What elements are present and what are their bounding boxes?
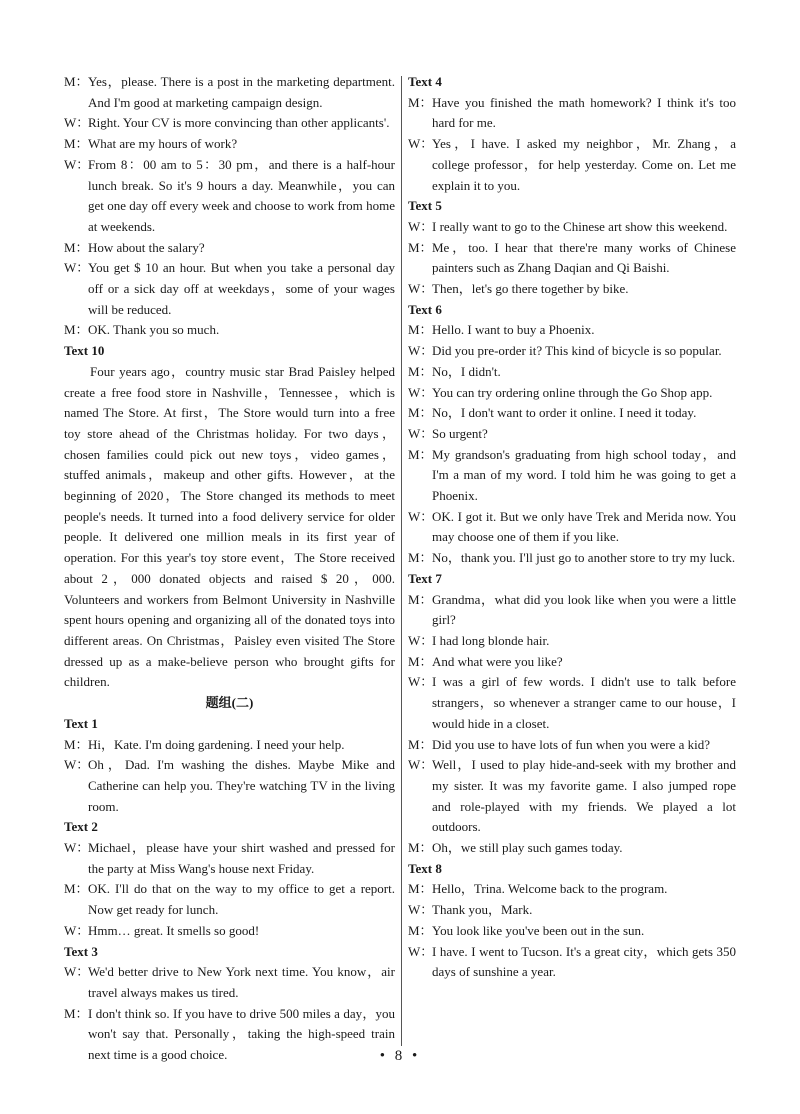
speaker-label: M： xyxy=(408,922,433,938)
dialogue-text: So urgent? xyxy=(432,425,488,441)
dialogue-text: Michael，please have your shirt washed and pressed for the party at Miss Wang's house next Friday. xyxy=(88,840,395,876)
dialogue-text: And what were you like? xyxy=(432,653,563,669)
text-heading: Text 8 xyxy=(408,860,442,876)
dialogue-text: Thank you，Mark. xyxy=(432,902,533,918)
dialogue-line xyxy=(64,320,395,341)
dialogue-line xyxy=(408,424,736,445)
speaker-label: W： xyxy=(64,115,90,131)
text-heading: Text 10 xyxy=(64,343,105,359)
dialogue-text: Did you use to have lots of fun when you were a kid? xyxy=(432,736,710,752)
dialogue-text: Yes，I have. I asked my neighbor，Mr. Zhang，a college professor，for help yesterday. Come on. Let me explain it to you. xyxy=(432,136,736,193)
dialogue-line xyxy=(408,652,736,673)
dialogue-text: I have. I went to Tucson. It's a great city，which gets 350 days of sunshine a year. xyxy=(432,943,736,980)
dialogue-line xyxy=(408,548,736,569)
speaker-label: M： xyxy=(408,94,433,110)
dialogue-line xyxy=(64,962,395,1003)
dialogue-text: OK. Thank you so much. xyxy=(88,322,220,338)
dialogue-text: From 8：00 am to 5：30 pm，and there is a half-hour lunch break. So it's 9 hours a day. Meanwhile，you can get one day off every week and choose to work from home at weekends. xyxy=(88,156,395,234)
column-divider xyxy=(401,76,402,1046)
speaker-label: M： xyxy=(64,136,89,152)
dialogue-line xyxy=(408,238,736,279)
speaker-label: M： xyxy=(64,1005,89,1021)
speaker-label: W： xyxy=(64,757,90,773)
dialogue-text: Me，too. I hear that there're many works of Chinese painters such as Zhang Daqian and Qi Baishi. xyxy=(432,239,736,276)
speaker-label: M： xyxy=(408,881,433,897)
speaker-label: M： xyxy=(408,239,433,255)
speaker-label: M： xyxy=(64,736,89,752)
dialogue-line xyxy=(408,755,736,838)
dialogue-line xyxy=(408,838,736,859)
speaker-label: W： xyxy=(64,260,90,276)
dialogue-line xyxy=(408,590,736,631)
dialogue-text: I don't think so. If you have to drive 500 miles a day，you won't say that. Personally，taking the high-speed train next time is a good choice. xyxy=(88,1005,395,1063)
dialogue-line xyxy=(64,258,395,320)
page-number: • 8 • xyxy=(379,1048,421,1064)
section-title: 题组(二) xyxy=(205,695,254,711)
speaker-label: M： xyxy=(64,322,89,338)
dialogue-line xyxy=(408,217,736,238)
dialogue-line xyxy=(408,921,736,942)
dialogue-text: Oh，we still play such games today. xyxy=(432,840,623,856)
speaker-label: M： xyxy=(408,405,433,421)
speaker-label: M： xyxy=(408,363,433,379)
dialogue-line xyxy=(408,900,736,921)
dialogue-line xyxy=(408,735,736,756)
text-heading: Text 7 xyxy=(408,570,442,586)
dialogue-text: Oh，Dad. I'm washing the dishes. Maybe Mike and Catherine can help you. They're watching TV in the living room. xyxy=(88,757,395,814)
speaker-label: W： xyxy=(408,281,434,297)
speaker-label: W： xyxy=(408,136,434,152)
speaker-label: W： xyxy=(408,757,434,773)
text-heading: Text 1 xyxy=(64,715,98,731)
dialogue-text: I was a girl of few words. I didn't use to talk before strangers，so whenever a stranger came to our house，I would hide in a closet. xyxy=(432,674,736,731)
right-column xyxy=(408,72,736,983)
speaker-label: W： xyxy=(64,840,90,856)
text-heading: Text 3 xyxy=(64,943,98,959)
dialogue-line xyxy=(408,672,736,734)
dialogue-text: Then，let's go there together by bike. xyxy=(432,281,629,297)
dialogue-line xyxy=(408,507,736,548)
speaker-label: W： xyxy=(408,218,434,234)
speaker-label: M： xyxy=(64,239,89,255)
dialogue-line xyxy=(408,942,736,983)
dialogue-line xyxy=(64,838,395,879)
speaker-label: W： xyxy=(408,384,434,400)
dialogue-line xyxy=(64,113,395,134)
speaker-label: W： xyxy=(408,674,434,690)
speaker-label: M： xyxy=(408,446,433,462)
dialogue-line xyxy=(408,445,736,507)
dialogue-line xyxy=(64,134,395,155)
dialogue-line xyxy=(408,134,736,196)
dialogue-text: You look like you've been out in the sun. xyxy=(432,922,645,938)
dialogue-line xyxy=(64,879,395,920)
speaker-label: M： xyxy=(408,322,433,338)
text-heading: Text 5 xyxy=(408,198,442,214)
dialogue-text: OK. I got it. But we only have Trek and Merida now. You may choose one of them if you like. xyxy=(432,508,736,545)
dialogue-text: We'd better drive to New York next time. You know，air travel always makes us tired. xyxy=(88,964,395,1000)
speaker-label: W： xyxy=(408,902,434,918)
speaker-label: M： xyxy=(408,591,433,607)
speaker-label: W： xyxy=(64,156,90,172)
speaker-label: W： xyxy=(408,632,434,648)
dialogue-line xyxy=(64,755,395,817)
text-heading: Text 6 xyxy=(408,301,442,317)
speaker-label: W： xyxy=(408,343,434,359)
dialogue-text: Yes，please. There is a post in the marketing department. And I'm good at marketing campaign design. xyxy=(88,74,395,110)
dialogue-text: I had long blonde hair. xyxy=(432,632,550,648)
dialogue-line xyxy=(408,383,736,404)
dialogue-text: Well，I used to play hide-and-seek with my brother and my sister. It was my favorite game. I also jumped rope and role-played with my friends. We played a lot outdoors. xyxy=(432,757,736,835)
dialogue-line xyxy=(64,72,395,113)
dialogue-text: OK. I'll do that on the way to my office to get a report. Now get ready for lunch. xyxy=(88,881,395,918)
dialogue-text: Hi，Kate. I'm doing gardening. I need your help. xyxy=(88,736,345,752)
dialogue-line xyxy=(408,631,736,652)
dialogue-text: No，thank you. I'll just go to another store to try my luck. xyxy=(432,550,736,566)
dialogue-text: Did you pre-order it? This kind of bicycle is so popular. xyxy=(432,343,722,359)
dialogue-text: Have you finished the math homework? I think it's too hard for me. xyxy=(432,94,736,131)
speaker-label: W： xyxy=(408,943,434,959)
dialogue-text: Hello. I want to buy a Phoenix. xyxy=(432,322,595,338)
dialogue-text: Grandma，what did you look like when you were a little girl? xyxy=(432,591,736,628)
text-heading: Text 2 xyxy=(64,819,98,835)
text-heading: Text 4 xyxy=(408,74,442,89)
left-column xyxy=(64,72,395,1066)
dialogue-line xyxy=(408,879,736,900)
speaker-label: M： xyxy=(408,736,433,752)
dialogue-line xyxy=(408,279,736,300)
dialogue-text: How about the salary? xyxy=(88,239,205,255)
dialogue-text: No，I don't want to order it online. I need it today. xyxy=(432,405,697,421)
dialogue-text: You get $ 10 an hour. But when you take a personal day off or a sick day off at weekdays，some of your wages will be reduced. xyxy=(88,260,395,317)
dialogue-text: Hello，Trina. Welcome back to the program. xyxy=(432,881,668,897)
speaker-label: M： xyxy=(408,550,433,566)
dialogue-text: I really want to go to the Chinese art show this weekend. xyxy=(432,218,728,234)
speaker-label: M： xyxy=(64,74,89,89)
dialogue-line xyxy=(64,238,395,259)
dialogue-line xyxy=(408,320,736,341)
speaker-label: M： xyxy=(64,881,89,897)
dialogue-text: What are my hours of work? xyxy=(88,136,238,152)
dialogue-text: Right. Your CV is more convincing than other applicants'. xyxy=(88,115,390,131)
speaker-label: W： xyxy=(64,922,90,938)
speaker-label: W： xyxy=(408,425,434,441)
dialogue-line xyxy=(64,921,395,942)
dialogue-text: My grandson's graduating from high school today，and I'm a man of my word. I told him he was going to get a Phoenix. xyxy=(432,446,736,504)
dialogue-line xyxy=(408,341,736,362)
dialogue-line xyxy=(64,735,395,756)
dialogue-text: Hmm… great. It smells so good! xyxy=(88,922,260,938)
dialogue-line xyxy=(408,403,736,424)
passage-paragraph: Four years ago，country music star Brad Paisley helped create a free food store in Nashville，Tennessee，which is named The Store. At first，The Store would turn into a free toy store ahead of the Christmas holiday. For two days，chosen families could pick out new toys，video games，stuffed animals，makeup and other gifts. However，at the beginning of 2020，The Store changed its methods to meet people's needs. It turned into a food delivery service for older people. It delivered one million meals in its first year of operation. For this year's toy store event，The Store received about 2，000 donated objects and raised $ 20，000. Volunteers and workers from Belmont University in Nashville spent hours opening and organizing all of the donated toys into different areas. On Christmas，Paisley even visited The Store dressed up as a make-believe person who brought gifts for children. xyxy=(64,363,395,690)
dialogue-line xyxy=(64,155,395,238)
speaker-label: W： xyxy=(64,964,90,980)
speaker-label: M： xyxy=(408,840,433,856)
speaker-label: M： xyxy=(408,653,433,669)
dialogue-line xyxy=(408,93,736,134)
speaker-label: W： xyxy=(408,508,434,524)
dialogue-text: No，I didn't. xyxy=(432,363,501,379)
dialogue-text: You can try ordering online through the Go Shop app. xyxy=(432,384,713,400)
dialogue-line xyxy=(408,362,736,383)
